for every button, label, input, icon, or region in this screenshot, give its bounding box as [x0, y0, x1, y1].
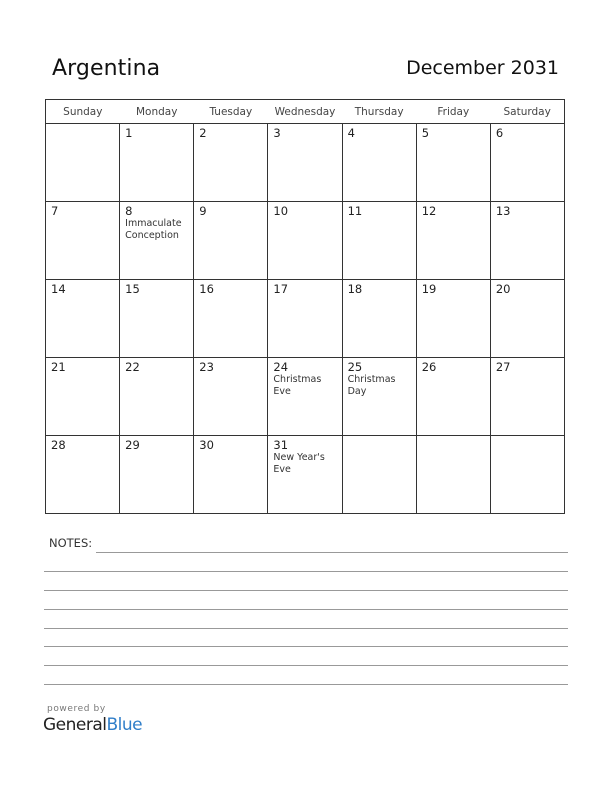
- day-number: 29: [125, 438, 140, 452]
- day-number: 2: [199, 126, 207, 140]
- country-title: Argentina: [52, 56, 161, 81]
- day-cell-content: [120, 280, 193, 357]
- day-cell-content: [268, 124, 341, 201]
- day-number: 8: [125, 204, 133, 218]
- calendar-week-row: [46, 124, 565, 202]
- day-cell-content: [343, 202, 416, 279]
- day-number: 27: [495, 360, 511, 374]
- day-number: 10: [273, 204, 289, 218]
- day-number: 22: [125, 360, 140, 374]
- day-number: 28: [51, 438, 66, 452]
- calendar-day-cell: [490, 124, 564, 202]
- day-number: 20: [495, 282, 511, 296]
- calendar-day-cell: [342, 280, 416, 358]
- day-cell-content: [417, 280, 490, 357]
- day-cell-content: [46, 124, 119, 201]
- weekday-header: Sunday: [46, 100, 120, 124]
- calendar-day-cell: [416, 124, 490, 202]
- day-cell-content: [120, 124, 193, 201]
- day-cell-content: [491, 436, 564, 513]
- calendar-day-cell: [46, 436, 120, 514]
- notes-line: [44, 590, 568, 591]
- calendar-day-cell: [416, 436, 490, 514]
- day-number: 24: [273, 360, 289, 374]
- notes-label: NOTES:: [49, 536, 93, 550]
- day-cell-content: [417, 436, 490, 513]
- calendar-day-cell: [416, 202, 490, 280]
- day-cell-content: [343, 436, 416, 513]
- day-number: 15: [125, 282, 140, 296]
- notes-line: [44, 665, 568, 666]
- brand-logo: [43, 715, 142, 735]
- day-cell-content: [491, 280, 564, 357]
- notes-line: [44, 646, 568, 647]
- weekday-header: Monday: [120, 100, 194, 124]
- day-number: 5: [421, 126, 430, 140]
- day-number: 14: [51, 282, 66, 296]
- calendar-grid: [45, 99, 565, 514]
- weekday-header: Saturday: [490, 100, 564, 124]
- day-number: 13: [495, 204, 511, 218]
- calendar-day-cell: [194, 436, 268, 514]
- day-number: 11: [347, 204, 363, 218]
- calendar-day-cell: [416, 358, 490, 436]
- weekday-header: Wednesday: [268, 100, 342, 124]
- weekday-header: Friday: [416, 100, 490, 124]
- calendar-day-cell: [46, 124, 120, 202]
- calendar-day-cell: [120, 436, 194, 514]
- notes-line: [96, 552, 568, 553]
- day-cell-content: [491, 124, 564, 201]
- day-cell-content: [268, 358, 341, 435]
- day-cell-content: [491, 358, 564, 435]
- day-number: 31: [273, 438, 289, 452]
- calendar-day-cell: [46, 358, 120, 436]
- calendar-day-cell: [268, 280, 342, 358]
- day-cell-content: [491, 202, 564, 279]
- day-number: 6: [495, 126, 504, 140]
- day-cell-content: [46, 358, 119, 435]
- day-number: 12: [421, 204, 437, 218]
- calendar-day-cell: [194, 202, 268, 280]
- day-number: 26: [421, 360, 437, 374]
- calendar-day-cell: [46, 202, 120, 280]
- calendar-day-cell: [194, 358, 268, 436]
- notes-line: [44, 609, 568, 610]
- day-cell-content: [194, 280, 267, 357]
- day-number: 16: [199, 282, 214, 296]
- day-number: 19: [421, 282, 437, 296]
- calendar-day-cell: [120, 280, 194, 358]
- day-cell-content: [46, 436, 119, 513]
- day-number: 1: [125, 126, 133, 140]
- calendar-week-row: [46, 202, 565, 280]
- calendar-day-cell: [490, 358, 564, 436]
- day-cell-content: [268, 436, 341, 513]
- calendar-day-cell: [268, 358, 342, 436]
- holiday-label: Christmas Day: [347, 374, 396, 397]
- day-cell-content: [194, 202, 267, 279]
- day-cell-content: [343, 358, 416, 435]
- calendar-day-cell: [268, 202, 342, 280]
- calendar-day-cell: [194, 124, 268, 202]
- calendar-day-cell: [342, 358, 416, 436]
- day-number: 7: [51, 204, 59, 218]
- day-cell-content: [194, 124, 267, 201]
- day-cell-content: [46, 202, 119, 279]
- day-number: 9: [199, 204, 207, 218]
- day-number: 17: [273, 282, 289, 296]
- calendar-day-cell: [120, 124, 194, 202]
- day-cell-content: [343, 280, 416, 357]
- day-cell-content: [120, 358, 193, 435]
- day-cell-content: [268, 280, 341, 357]
- notes-line: [44, 571, 568, 572]
- day-cell-content: [343, 124, 416, 201]
- day-cell-content: [120, 202, 193, 279]
- day-cell-content: [417, 124, 490, 201]
- holiday-label: New Year's Eve: [273, 452, 325, 475]
- calendar-week-row: [46, 280, 565, 358]
- calendar-day-cell: [268, 436, 342, 514]
- day-number: 4: [347, 126, 355, 140]
- day-number: 25: [347, 360, 363, 374]
- day-cell-content: [46, 280, 119, 357]
- weekday-header: Tuesday: [194, 100, 268, 124]
- weekday-header-row: [46, 100, 565, 124]
- month-year-title: December 2031: [406, 57, 559, 79]
- calendar-day-cell: [120, 202, 194, 280]
- calendar-week-row: [46, 436, 565, 514]
- notes-line: [44, 628, 568, 629]
- day-cell-content: [194, 436, 267, 513]
- calendar-day-cell: [342, 202, 416, 280]
- calendar-day-cell: [490, 436, 564, 514]
- day-number: 30: [199, 438, 214, 452]
- holiday-label: Christmas Eve: [273, 374, 322, 397]
- brand-blue: Blue: [106, 715, 143, 735]
- day-number: 18: [347, 282, 363, 296]
- calendar-day-cell: [120, 358, 194, 436]
- calendar-day-cell: [268, 124, 342, 202]
- calendar-week-row: [46, 358, 565, 436]
- day-cell-content: [417, 202, 490, 279]
- calendar-day-cell: [342, 124, 416, 202]
- day-number: 3: [273, 126, 281, 140]
- calendar-day-cell: [46, 280, 120, 358]
- notes-line: [44, 684, 568, 685]
- calendar-day-cell: [490, 202, 564, 280]
- brand-general: General: [43, 715, 107, 735]
- day-cell-content: [417, 358, 490, 435]
- calendar-day-cell: [342, 436, 416, 514]
- calendar-day-cell: [490, 280, 564, 358]
- calendar-day-cell: [194, 280, 268, 358]
- day-cell-content: [120, 436, 193, 513]
- day-cell-content: [194, 358, 267, 435]
- holiday-label: Immaculate Conception: [125, 218, 182, 241]
- day-cell-content: [268, 202, 341, 279]
- calendar-day-cell: [416, 280, 490, 358]
- weekday-header: Thursday: [342, 100, 416, 124]
- powered-by-text: powered by: [47, 704, 106, 714]
- day-number: 23: [199, 360, 214, 374]
- day-number: 21: [51, 360, 66, 374]
